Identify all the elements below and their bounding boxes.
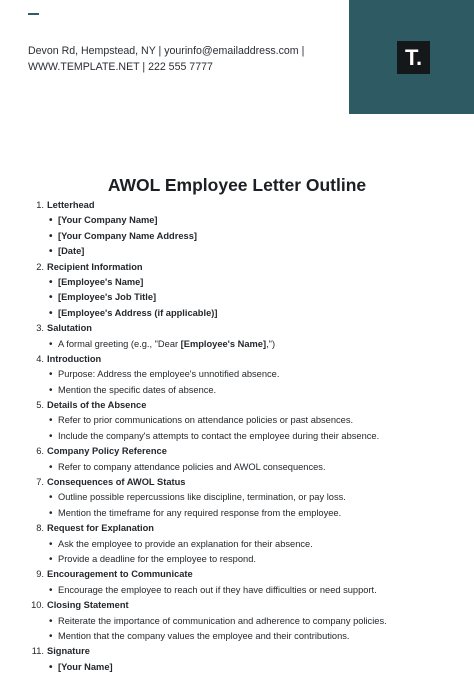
bullet-icon: • <box>49 307 53 319</box>
document-title: AWOL Employee Letter Outline <box>107 175 367 195</box>
section-number: 1. <box>36 200 44 210</box>
item-text: Ask the employee to provide an explanation for their absence. <box>58 538 313 549</box>
section-number: 10. <box>31 600 44 611</box>
section-heading: Letterhead <box>47 200 95 210</box>
section-heading: Closing Statement <box>47 600 129 611</box>
outline-section <box>28 521 468 536</box>
section-number: 2. <box>36 261 44 272</box>
outline-section <box>28 321 468 336</box>
outline-section <box>28 567 468 582</box>
outline-item <box>28 275 468 290</box>
outline-item <box>28 506 468 521</box>
section-heading: Company Policy Reference <box>47 446 167 457</box>
item-text: [Date] <box>58 246 85 257</box>
item-text: Include the company's attempts to contact the employee during their absence. <box>58 430 380 441</box>
outline-item <box>28 244 468 259</box>
item-text: [Employee's Address (if applicable)] <box>58 307 218 318</box>
outline-item <box>28 537 468 552</box>
bullet-icon: • <box>49 292 53 304</box>
bullet-icon: • <box>49 661 53 673</box>
item-text: Refer to company attendance policies and AWOL consequences. <box>58 461 326 472</box>
outline-item <box>28 460 468 475</box>
item-text: Mention the timeframe for any required response from the employee. <box>58 507 342 518</box>
outline-item <box>28 629 468 644</box>
outline-item <box>28 290 468 305</box>
outline-list <box>28 198 468 675</box>
outline-item <box>28 490 468 505</box>
item-text: [Employee's Name] <box>58 276 144 287</box>
bullet-icon: • <box>49 492 53 504</box>
outline-item <box>28 413 468 428</box>
section-heading: Encouragement to Communicate <box>47 569 193 580</box>
section-heading: Details of the Absence <box>47 400 147 411</box>
item-text: Provide a deadline for the employee to respond. <box>58 553 256 564</box>
item-text: [Your Company Name] <box>58 215 158 226</box>
header-contact <box>28 43 304 75</box>
outline-section <box>28 352 468 367</box>
item-text: Encourage the employee to reach out if they have difficulties or need support. <box>58 584 377 595</box>
address-line-2: WWW.TEMPLATE.NET | 222 555 7777 <box>28 61 213 73</box>
outline-item <box>28 306 468 321</box>
outline-section <box>28 198 468 213</box>
outline-section <box>28 260 468 275</box>
outline-item <box>28 660 468 675</box>
outline-item <box>28 229 468 244</box>
bullet-icon: • <box>49 507 53 519</box>
section-heading: Request for Explanation <box>47 523 154 534</box>
bullet-icon: • <box>49 246 53 258</box>
bullet-icon: • <box>49 276 53 288</box>
bullet-icon: • <box>49 553 53 565</box>
section-number: 5. <box>36 400 44 411</box>
section-number: 4. <box>36 353 44 364</box>
section-heading: Salutation <box>47 323 92 334</box>
outline-item <box>28 614 468 629</box>
section-heading: Recipient Information <box>47 261 143 272</box>
item-text: Outline possible repercussions like discipline, termination, or pay loss. <box>58 492 346 503</box>
outline-section <box>28 598 468 613</box>
section-heading: Consequences of AWOL Status <box>47 477 186 488</box>
bullet-icon: • <box>49 230 53 242</box>
bullet-icon: • <box>49 538 53 550</box>
item-text: A formal greeting (e.g., "Dear <box>58 338 181 349</box>
section-heading: Signature <box>47 646 90 657</box>
section-number: 11. <box>31 646 44 657</box>
item-text: Purpose: Address the employee's unnotified absence. <box>58 369 280 380</box>
bullet-icon: • <box>49 369 53 381</box>
company-logo-icon: T. <box>397 41 430 74</box>
section-heading: Introduction <box>47 353 102 364</box>
outline-item <box>28 337 468 352</box>
item-text: Mention that the company values the employee and their contributions. <box>58 630 350 641</box>
item-placeholder: [Employee's Name] <box>180 338 267 349</box>
section-number: 3. <box>36 323 44 334</box>
outline-section <box>28 444 468 459</box>
item-text: [Your Name] <box>58 661 113 672</box>
outline-item <box>28 213 468 228</box>
outline-item <box>28 552 468 567</box>
header-accent-line <box>28 13 39 15</box>
bullet-icon: • <box>49 630 53 642</box>
outline-item <box>28 367 468 382</box>
outline-section <box>28 475 468 490</box>
item-text: [Employee's Job Title] <box>58 292 157 303</box>
section-number: 9. <box>36 569 44 580</box>
item-text: [Your Company Name Address] <box>58 230 197 241</box>
bullet-icon: • <box>49 384 53 396</box>
logo-banner <box>349 0 474 114</box>
bullet-icon: • <box>49 215 53 227</box>
bullet-icon: • <box>49 430 53 442</box>
outline-item <box>28 429 468 444</box>
item-text: Mention the specific dates of absence. <box>58 384 217 395</box>
bullet-icon: • <box>49 584 53 596</box>
outline-section <box>28 398 468 413</box>
bullet-icon: • <box>49 415 53 427</box>
section-number: 7. <box>36 477 44 488</box>
bullet-icon: • <box>49 615 53 627</box>
bullet-icon: • <box>49 461 53 473</box>
section-number: 6. <box>36 446 44 457</box>
outline-item <box>28 583 468 598</box>
address-line-1: Devon Rd, Hempstead, NY | yourinfo@emailaddress.com | <box>28 45 305 57</box>
outline-section <box>28 644 468 659</box>
section-number: 8. <box>36 523 44 534</box>
item-text: ,") <box>266 338 276 349</box>
item-text: Refer to prior communications on attendance policies or past absences. <box>58 415 354 426</box>
outline-item <box>28 383 468 398</box>
bullet-icon: • <box>49 338 53 350</box>
item-text: Reiterate the importance of communication and adherence to company policies. <box>58 615 387 626</box>
